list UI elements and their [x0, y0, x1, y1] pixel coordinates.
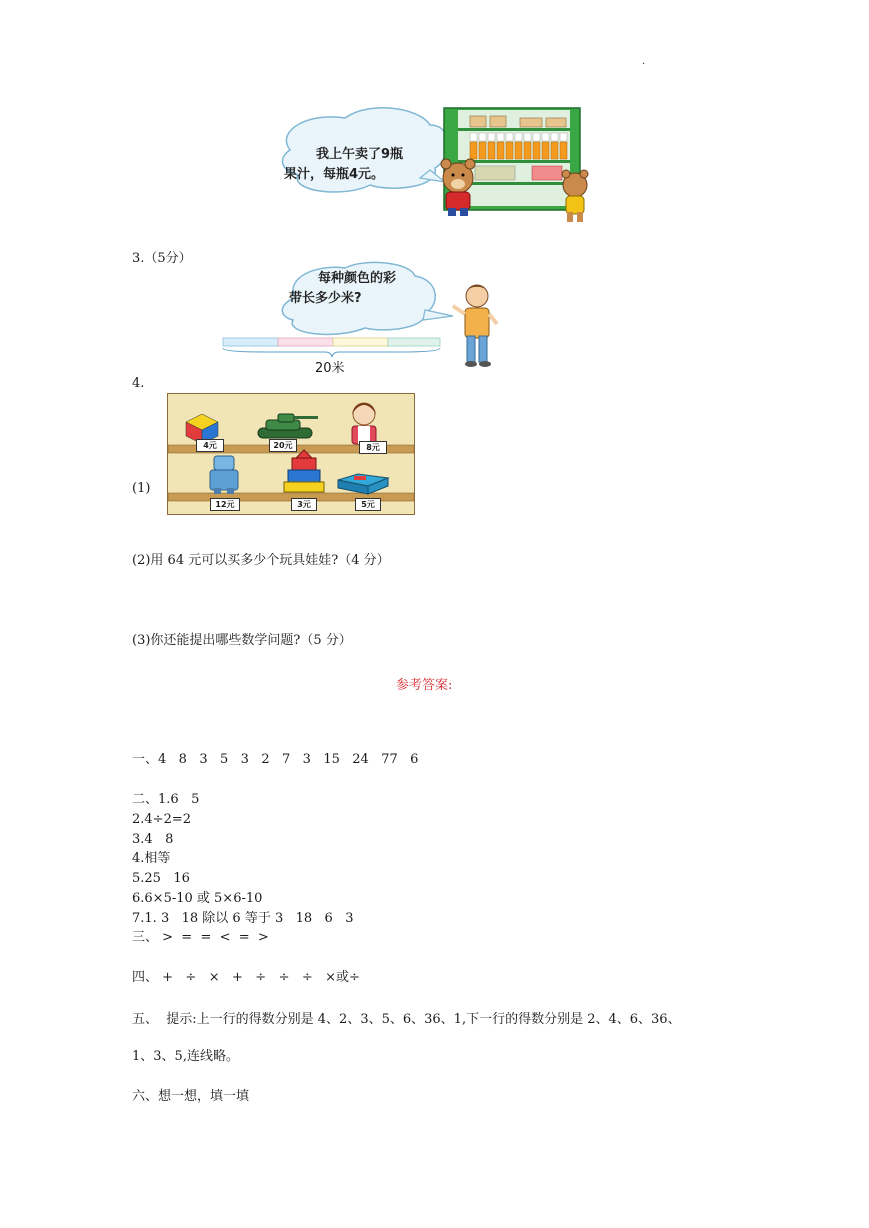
answer-line-4: 3.4 8	[132, 832, 174, 847]
answer-line-11: 五、 提示:上一行的得数分别是 4、2、3、5、6、36、1,下一行的得数分别是 2、4、6、36、	[132, 1012, 681, 1027]
toy-robot-icon	[210, 456, 238, 494]
toy-shelf-graphics	[168, 394, 414, 514]
price-tag-robot: 12元	[210, 498, 240, 511]
toy-shelf	[167, 393, 415, 515]
answer-line-3: 2.4÷2=2	[132, 812, 192, 827]
juice-shop-illustration	[270, 100, 600, 235]
question-4-sub-3: (3)你还能提出哪些数学问题?（5 分）	[132, 633, 352, 648]
answers-title: 参考答案:	[396, 678, 453, 693]
price-tag-rubik: 4元	[196, 439, 224, 452]
header-dot: .	[642, 56, 646, 67]
ribbon-speech-line-2: 带长多少米?	[289, 291, 362, 306]
price-tag-tank: 20元	[269, 439, 297, 452]
price-tag-doll: 8元	[359, 441, 387, 454]
answer-line-5: 4.相等	[132, 851, 171, 866]
answer-line-9: 三、 > = = < = >	[132, 930, 269, 945]
price-tag-blocks: 3元	[291, 498, 317, 511]
answer-line-10: 四、 + ÷ × + ÷ ÷ ÷ ×或÷	[132, 970, 360, 985]
answer-line-2: 二、1.6 5	[132, 792, 200, 807]
question-4-label: 4.	[132, 376, 145, 391]
price-tag-puzzle: 5元	[355, 498, 381, 511]
juice-speech-line-2: 果汁，每瓶4元。	[284, 167, 385, 182]
question-4-sub-1: (1)	[132, 481, 151, 496]
ribbon-length-label: 20米	[315, 361, 345, 376]
answer-line-7: 6.6×5-10 或 5×6-10	[132, 891, 263, 906]
juice-speech-line-1: 我上午卖了9瓶	[316, 147, 404, 162]
answer-line-12: 1、3、5,连线略。	[132, 1049, 239, 1064]
ribbon-speech-line-1: 每种颜色的彩	[318, 271, 397, 286]
question-4-sub-2: (2)用 64 元可以买多少个玩具娃娃?（4 分）	[132, 553, 390, 568]
ribbon-illustration	[215, 258, 515, 378]
question-3-label: 3.（5分）	[132, 251, 192, 266]
answer-line-13: 六、想一想，填一填	[132, 1089, 250, 1104]
answer-line-8: 7.1. 3 18 除以 6 等于 3 18 6 3	[132, 911, 354, 926]
answer-line-6: 5.25 16	[132, 871, 190, 886]
answer-line-1: 一、4 8 3 5 3 2 7 3 15 24 77 6	[132, 752, 419, 767]
